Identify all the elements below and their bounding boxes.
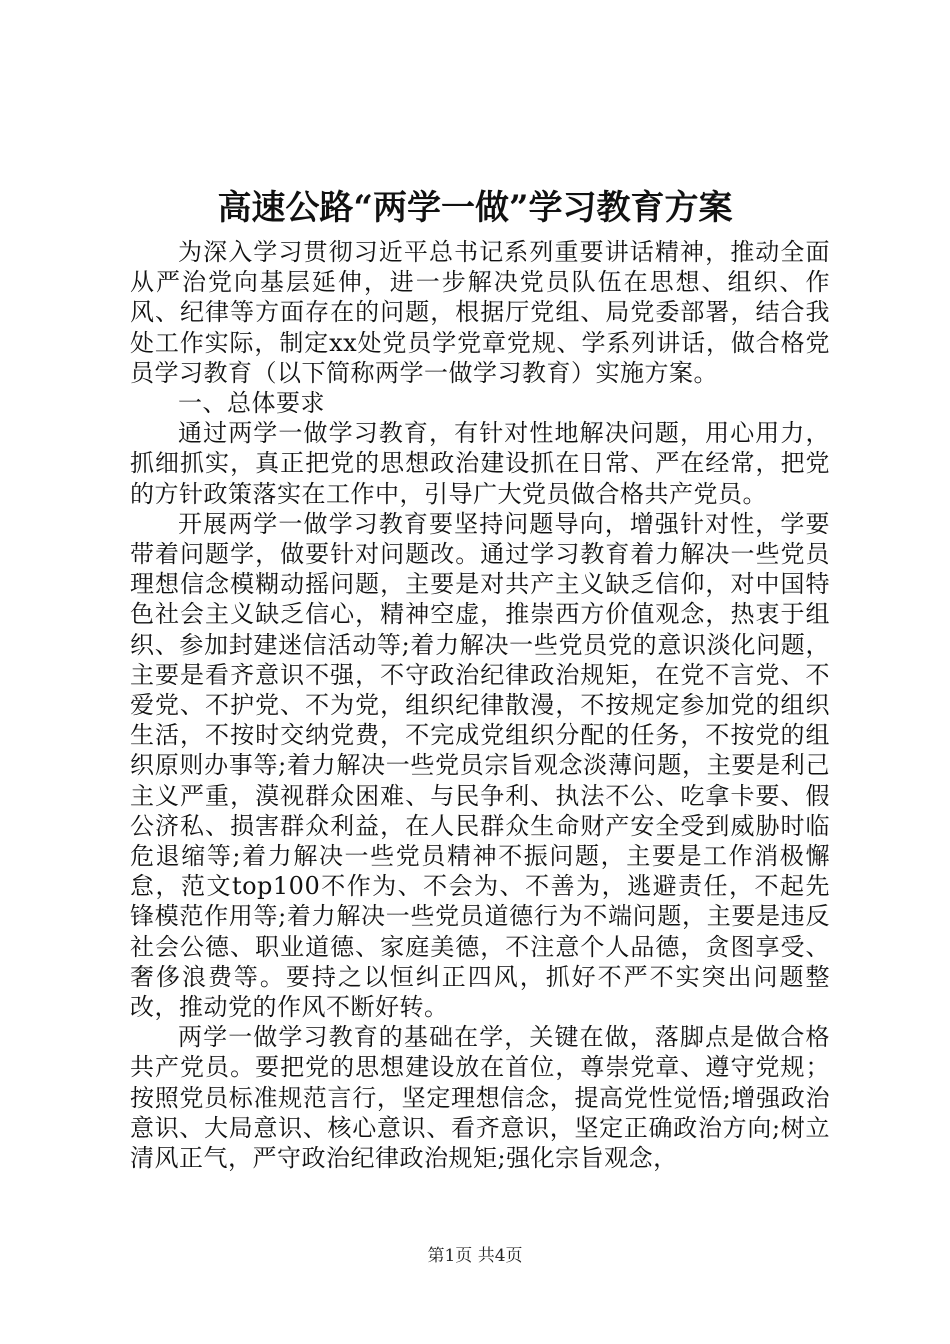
page-number-footer: 第1页 共4页: [427, 1246, 523, 1266]
paragraph-problem-orientation: 开展两学一做学习教育要坚持问题导向，增强针对性，学要带着问题学，做要针对问题改。通过学习教育着力解决一些党员理想信念模糊动摇问题，主要是对共产主义缺乏信仰，对中国特色社会主义缺乏信心，精神空虚，推崇西方价值观念，热衷于组织、参加封建迷信活动等;着力解决一些党员党的意识淡化问题，主要是看齐意识不强，不守政治纪律政治规矩，在党不言党、不爱党、不护党、不为党，组织纪律散漫，不按规定参加党的组织生活，不按时交纳党费，不完成党组织分配的任务，不按党的组织原则办事等;着力解决一些党员宗旨观念淡薄问题，主要是利己主义严重，漠视群众困难、与民争利、执法不公、吃拿卡要、假公济私、损害群众利益，在人民群众生命财产安全受到威胁时临危退缩等;着力解决一些党员精神不振问题，主要是工作消极懈怠，范文top100不作为、不会为、不善为，逃避责任，不起先锋模范作用等;着力解决一些党员道德行为不端问题，主要是违反社会公德、职业道德、家庭美德，不注意个人品德，贪图享受、奢侈浪费等。要持之以恒纠正四风，抓好不严不实突出问题整改，推动党的作风不断好转。: [130, 509, 830, 1022]
paragraph-foundation: 两学一做学习教育的基础在学，关键在做，落脚点是做合格共产党员。要把党的思想建设放在首位，尊崇党章、遵守党规；按照党员标准规范言行，坚定理想信念，提高党性觉悟;增强政治意识、大局意识、核心意识、看齐意识，坚定正确政治方向;树立清风正气，严守政治纪律政治规矩;强化宗旨观念，: [130, 1023, 830, 1173]
paragraph-intro: 为深入学习贯彻习近平总书记系列重要讲话精神，推动全面从严治党向基层延伸，进一步解决党员队伍在思想、组织、作风、纪律等方面存在的问题，根据厅党组、局党委部署，结合我处工作实际，制定xx处党员学党章党规、学系列讲话，做合格党员学习教育（以下简称两学一做学习教育）实施方案。: [130, 238, 830, 387]
paragraph-goal: 通过两学一做学习教育，有针对性地解决问题，用心用力，抓细抓实，真正把党的思想政治建设抓在日常、严在经常，把党的方针政策落实在工作中，引导广大党员做合格共产党员。: [130, 419, 830, 508]
section-heading-general-requirements: 一、总体要求: [178, 389, 325, 418]
document-body: [130, 237, 830, 1173]
document-title: 高速公路“两学一做”学习教育方案: [217, 188, 733, 228]
